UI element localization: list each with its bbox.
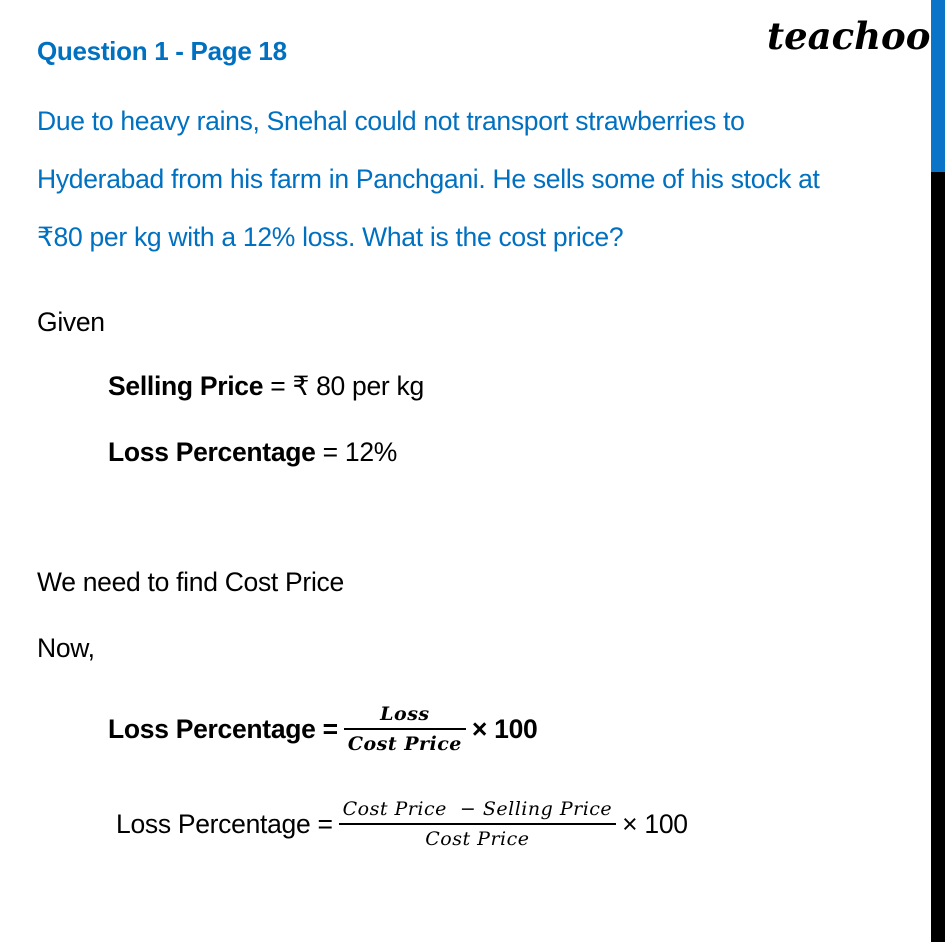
given-loss-percentage <box>108 437 397 468</box>
given-selling-price <box>108 371 424 402</box>
given-selling-price-label: Selling Price <box>108 371 264 401</box>
formula-rhs: × 100 <box>471 713 538 744</box>
question-text <box>37 92 927 266</box>
fraction-bar <box>339 823 617 825</box>
loss-percentage-formula <box>108 703 537 755</box>
now-label: Now, <box>37 633 95 663</box>
given-loss-percentage-label: Loss Percentage <box>108 437 316 467</box>
find-statement: We need to find Cost Price <box>37 567 344 597</box>
question-line: ₹80 per kg with a 12% loss. What is the cost price? <box>37 222 624 252</box>
formula-lhs: Loss Percentage = <box>116 808 333 839</box>
given-loss-percentage-value: = 12% <box>315 437 398 467</box>
question-line: Due to heavy rains, Snehal could not transport strawberries to <box>37 106 745 136</box>
given-label: Given <box>37 307 105 337</box>
given-selling-price-value: = ₹ 80 per kg <box>263 371 424 401</box>
fraction <box>339 798 617 850</box>
question-title: Question 1 - Page 18 <box>37 36 287 66</box>
formula-lhs: Loss Percentage = <box>108 713 338 744</box>
fraction-denominator: Cost Price <box>425 828 530 850</box>
teachoo-logo: teachoo <box>767 14 931 58</box>
fraction-bar <box>344 728 466 730</box>
question-line: Hyderabad from his farm in Panchgani. He sells some of his stock at <box>37 164 820 194</box>
fraction-denominator: Cost Price <box>347 733 462 755</box>
fraction-numerator: Loss <box>380 703 430 725</box>
loss-percentage-expanded-formula <box>116 798 688 850</box>
formula-rhs: × 100 <box>622 808 688 839</box>
sidebar-accent-blue <box>931 0 945 172</box>
fraction-numerator: Cost Price − Selling Price <box>342 798 613 820</box>
fraction <box>344 703 466 755</box>
sidebar-accent-black <box>931 172 945 942</box>
